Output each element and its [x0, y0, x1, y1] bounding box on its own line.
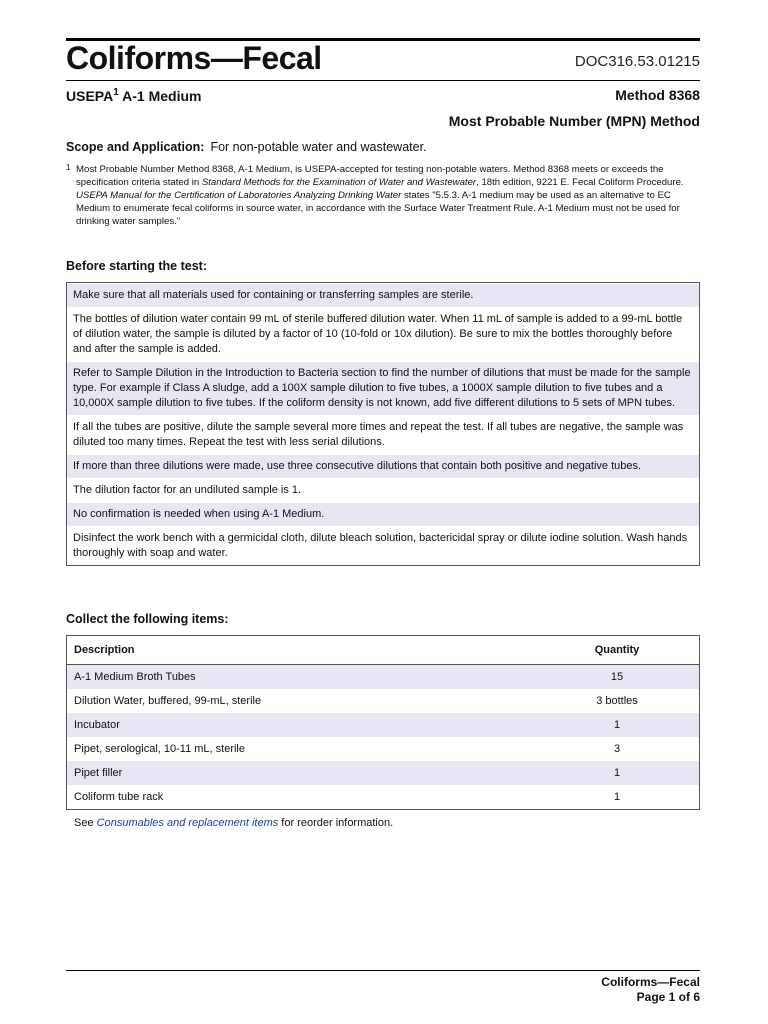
- before-heading: Before starting the test:: [66, 259, 207, 273]
- before-row: No confirmation is needed when using A-1 Medium.: [67, 502, 699, 526]
- item-description: Dilution Water, buffered, 99-mL, sterile: [74, 695, 262, 707]
- header-divider: [66, 80, 700, 81]
- item-quantity: 3: [613, 743, 621, 755]
- item-quantity: 1: [535, 761, 700, 785]
- before-row: Refer to Sample Dilution in the Introduction to Bacteria section to find the number of dilutions that must be made for the sample type. For example if Class A sludge, add a 100X sample dilution to five tubes, a 1000X sample dilution to five tubes and a 10,000X sample dilution to five tubes. If the coliform density is not known, add five different dilutions to 5 sets of MPN tubes.: [67, 361, 699, 415]
- subtitle-agency: USEPA: [66, 88, 114, 104]
- footnote-part-3: states "5.5.3. A-1 medium may be used as an alternative to EC Medium to enumerate fecal coliforms in source water, in accordance with the Surface Water Treatment Rule. A-1 Medium must not be used for drinking water samples.": [76, 190, 680, 227]
- description-header: Description: [67, 636, 536, 665]
- footer-title: Coliforms—Fecal: [601, 975, 700, 989]
- item-description: Pipet filler: [67, 761, 536, 785]
- item-description: Pipet, serological, 10-11 mL, sterile: [74, 743, 245, 755]
- item-description: Coliform tube rack: [74, 791, 164, 803]
- collect-heading: Collect the following items:: [66, 612, 229, 626]
- before-row: Disinfect the work bench with a germicidal cloth, dilute bleach solution, bactericidal spray or dilute iodine solution. Wash hands thoroughly with soap and water.: [67, 526, 699, 565]
- item-quantity: 15: [535, 665, 700, 690]
- table-row: [67, 785, 700, 810]
- document-code: DOC316.53.01215: [574, 53, 700, 70]
- scope-line: [66, 140, 427, 154]
- footnote-mark: 1: [66, 163, 71, 172]
- item-description: A-1 Medium Broth Tubes: [67, 665, 536, 690]
- footnote-citation-2: USEPA Manual for the Certification of Laboratories Analyzing Drinking Water: [76, 190, 402, 201]
- subtitle-medium: A-1 Medium: [118, 88, 202, 104]
- footnote-part-2: , 18th edition, 9221 E. Fecal Coliform Procedure.: [476, 177, 684, 188]
- reorder-suffix: for reorder information.: [278, 817, 394, 829]
- consumables-link[interactable]: Consumables and replacement items: [96, 817, 279, 829]
- footer-divider: [66, 970, 700, 971]
- before-row: The bottles of dilution water contain 99 mL of sterile buffered dilution water. When 11 mL of sample is added to a 99-mL bottle of dilution water, the sample is diluted by a factor of 10 (10-fold or 10x dilution). Be sure to mix the bottles thoroughly before and after the sample is added.: [67, 307, 699, 361]
- table-row: [67, 761, 700, 785]
- before-row: If all the tubes are positive, dilute the sample several more times and repeat the test. If all tubes are negative, the sample was diluted too many times. Repeat the test with less serial dilutions.: [67, 415, 699, 454]
- item-quantity: 3 bottles: [596, 695, 638, 707]
- table-row: [67, 713, 700, 737]
- table-row: [67, 737, 700, 761]
- item-quantity: 1: [535, 713, 700, 737]
- footnote-ref: 1: [113, 87, 119, 98]
- table-row: [67, 689, 700, 713]
- page-title: Coliforms—Fecal: [66, 40, 322, 76]
- method-subtitle: [66, 87, 201, 104]
- scope-text: For non-potable water and wastewater.: [210, 140, 427, 154]
- before-row: Make sure that all materials used for containing or transferring samples are sterile.: [67, 283, 699, 307]
- reorder-prefix: See: [74, 817, 97, 829]
- before-row: The dilution factor for an undiluted sample is 1.: [67, 478, 699, 502]
- scope-label: Scope and Application:: [66, 140, 205, 154]
- footnote-text: [76, 163, 700, 228]
- item-description: Incubator: [67, 713, 536, 737]
- footnote: [66, 163, 700, 228]
- method-number: Method 8368: [615, 87, 700, 103]
- method-name: Most Probable Number (MPN) Method: [448, 113, 700, 129]
- before-box: [66, 282, 700, 566]
- item-quantity: 1: [613, 791, 621, 803]
- table-header-row: [67, 636, 700, 665]
- page-number: Page 1 of 6: [636, 990, 700, 1004]
- table-row: [67, 665, 700, 690]
- reorder-note: [74, 817, 393, 829]
- footnote-part-1: Most Probable Number Method 8368, A-1 Medium, is USEPA-accepted for testing non-potable waters. Method 8368 meets or exceeds the specification criteria stated in: [76, 164, 664, 188]
- quantity-header: Quantity: [535, 636, 700, 665]
- items-table: [66, 635, 700, 810]
- footnote-citation-1: Standard Methods for the Examination of Water and Wastewater: [201, 177, 477, 188]
- before-row: If more than three dilutions were made, use three consecutive dilutions that contain both positive and negative tubes.: [67, 454, 699, 478]
